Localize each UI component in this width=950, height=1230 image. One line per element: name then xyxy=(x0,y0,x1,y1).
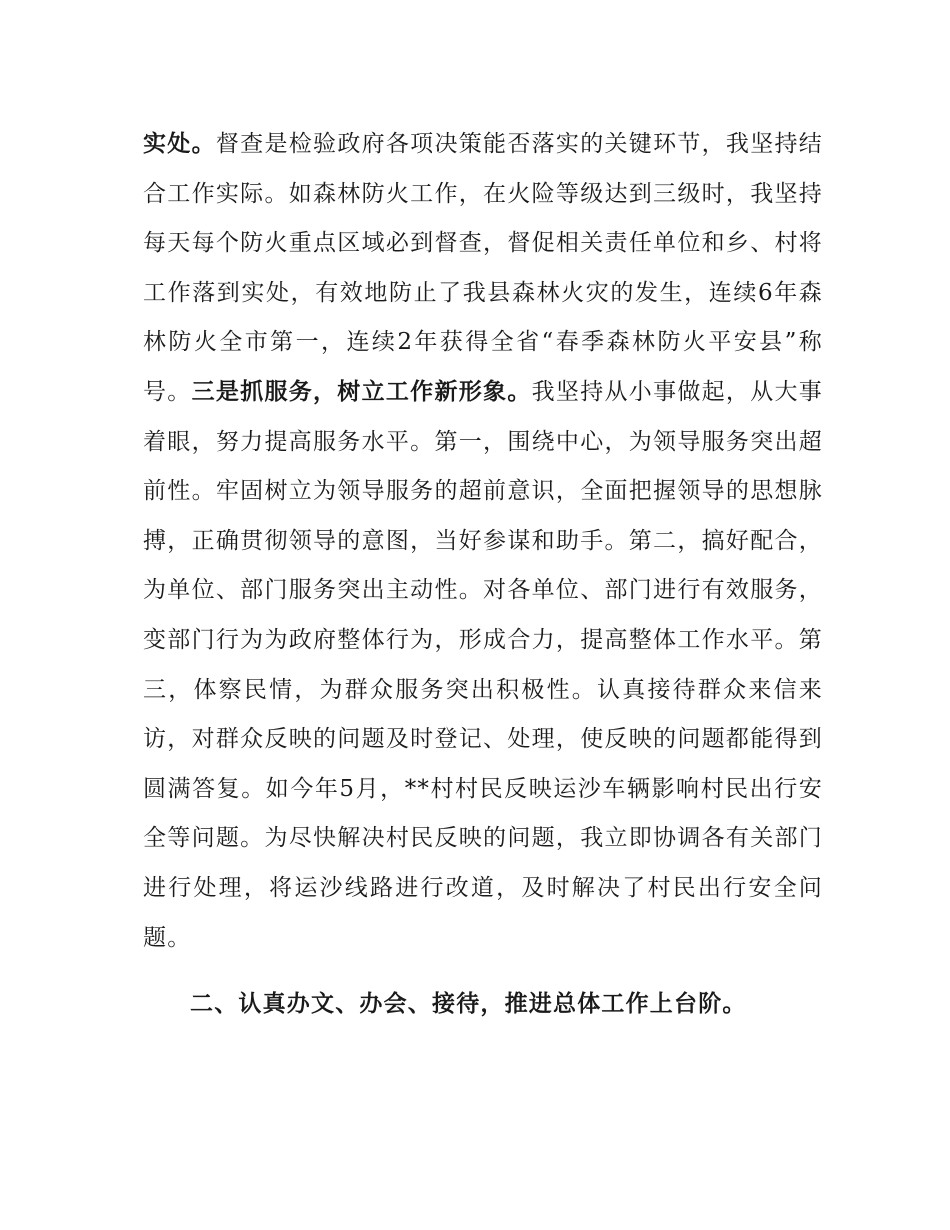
paragraph-text-1: 督查是检验政府各项决策能否落实的关键环节，我坚持结合工作实际。如森林防火工作，在火险等级达到三级时，我坚持每天每个防火重点区域必到督查，督促相关责任单位和乡、村将工作落到实处，有效地防止了我县森林火灾的发生，连续6年森林防火全市第一，连续2年获得全省“春季森林防火平安县”称号。 xyxy=(143,131,823,405)
paragraph-bold-point-three: 三是抓服务，树立工作新形象。 xyxy=(191,378,532,405)
paragraph-lead-bold: 实处。 xyxy=(143,131,216,157)
body-paragraph xyxy=(143,120,823,963)
paragraph-text-2: 我坚持从小事做起，从大事着眼，努力提高服务水平。第一，围绕中心，为领导服务突出超前性。牢固树立为领导服务的超前意识，全面把握领导的思想脉搏，正确贯彻领导的意图，当好参谋和助手。第二，搞好配合，为单位、部门服务突出主动性。对各单位、部门进行有效服务，变部门行为为政府整体行为，形成合力，提高整体工作水平。第三，体察民情，为群众服务突出积极性。认真接待群众来信来访，对群众反映的问题及时登记、处理，使反映的问题都能得到圆满答复。如今年5月，**村村民反映运沙车辆影响村民出行安全等问题。为尽快解决村民反映的问题，我立即协调各有关部门进行处理，将运沙线路进行改道，及时解决了村民出行安全问题。 xyxy=(143,378,823,951)
section-heading: 二、认真办文、办会、接待，推进总体工作上台阶。 xyxy=(190,991,747,1017)
